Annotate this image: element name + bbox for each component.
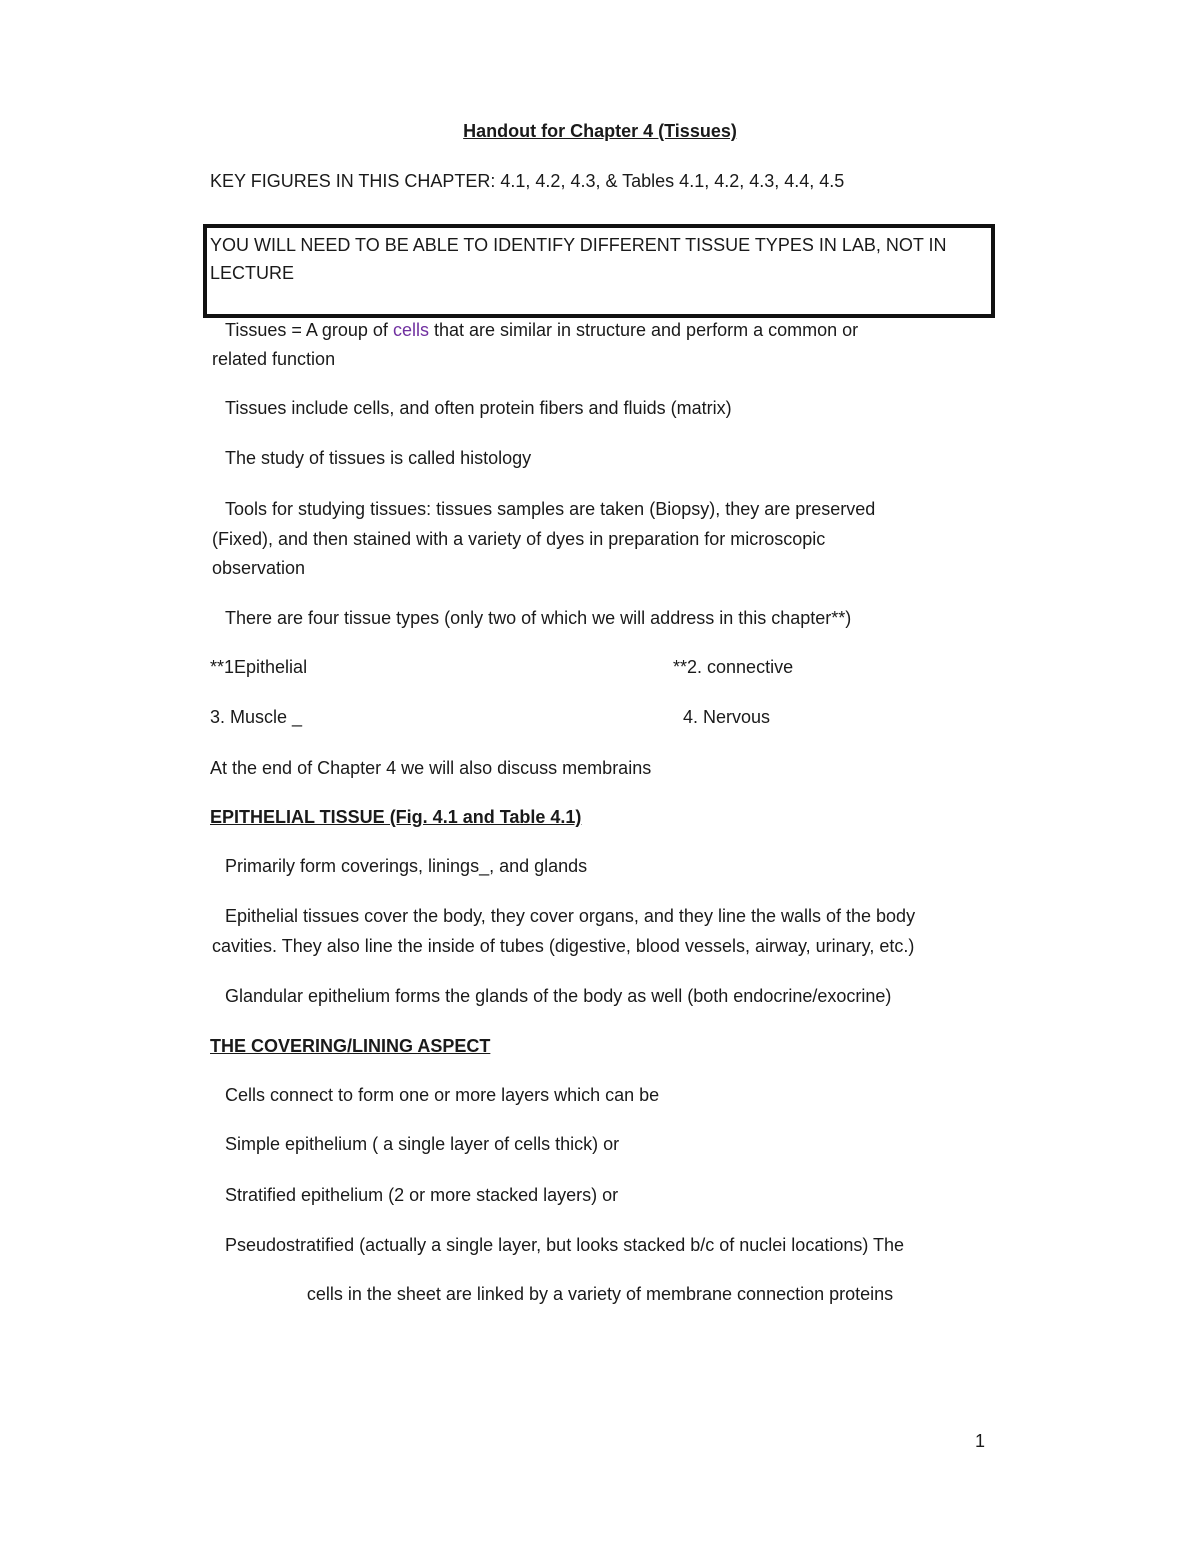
paragraph-tools-line-2: (Fixed), and then stained with a variety of dyes in preparation for microscopic: [212, 529, 826, 549]
paragraph-primarily: Primarily form coverings, linings_, and glands: [225, 856, 588, 876]
definition-highlight: cells: [392, 320, 429, 340]
paragraph-membranes: At the end of Chapter 4 we will also discuss membrains: [210, 758, 652, 778]
tissue-type-nervous: 4. Nervous: [683, 707, 771, 727]
tissue-type-connective: **2. connective: [673, 657, 794, 677]
paragraph-cover-line-2: cavities. They also line the inside of tubes (digestive, blood vessels, airway, urinary, etc.): [212, 936, 915, 956]
paragraph-glandular: Glandular epithelium forms the glands of the body as well (both endocrine/exocrine): [225, 986, 892, 1006]
paragraph-linked: cells in the sheet are linked by a variety of membrane connection proteins: [306, 1284, 894, 1304]
definition-post: that are similar in structure and perform a common or: [428, 320, 859, 340]
paragraph-tools-line-3: observation: [212, 558, 306, 578]
paragraph-simple: Simple epithelium ( a single layer of cells thick) or: [225, 1134, 620, 1154]
heading-covering-lining: THE COVERING/LINING ASPECT: [210, 1036, 491, 1056]
page-number: 1: [975, 1431, 986, 1451]
tissue-type-epithelial: **1Epithelial: [210, 657, 308, 677]
paragraph-study: The study of tissues is called histology: [225, 448, 532, 468]
notice-line-1: YOU WILL NEED TO BE ABLE TO IDENTIFY DIFFERENT TISSUE TYPES IN LAB, NOT IN: [210, 235, 947, 255]
paragraph-cells-connect: Cells connect to form one or more layers which can be: [225, 1085, 660, 1105]
paragraph-include: Tissues include cells, and often protein fibers and fluids (matrix): [225, 398, 732, 418]
paragraph-four-types: There are four tissue types (only two of which we will address in this chapter**): [225, 608, 852, 628]
notice-line-2: LECTURE: [210, 263, 295, 283]
paragraph-pseudostratified: Pseudostratified (actually a single layer, but looks stacked b/c of nuclei locations) The: [225, 1235, 905, 1255]
tissues-definition-line-1: [225, 319, 858, 341]
tissue-type-muscle: 3. Muscle _: [210, 707, 303, 727]
key-figures-line: KEY FIGURES IN THIS CHAPTER: 4.1, 4.2, 4.3, & Tables 4.1, 4.2, 4.3, 4.4, 4.5: [210, 171, 845, 191]
definition-pre: Tissues = A group of: [225, 320, 393, 340]
paragraph-cover-line-1: Epithelial tissues cover the body, they cover organs, and they line the walls of the body: [225, 906, 916, 926]
paragraph-tools-line-1: Tools for studying tissues: tissues samples are taken (Biopsy), they are preserved: [225, 499, 876, 519]
notice-box: [203, 224, 995, 318]
tissues-definition-line-2: related function: [212, 349, 336, 369]
paragraph-stratified: Stratified epithelium (2 or more stacked layers) or: [225, 1185, 619, 1205]
heading-epithelial-tissue: EPITHELIAL TISSUE (Fig. 4.1 and Table 4.1): [210, 807, 582, 827]
page-title: Handout for Chapter 4 (Tissues): [463, 121, 737, 141]
